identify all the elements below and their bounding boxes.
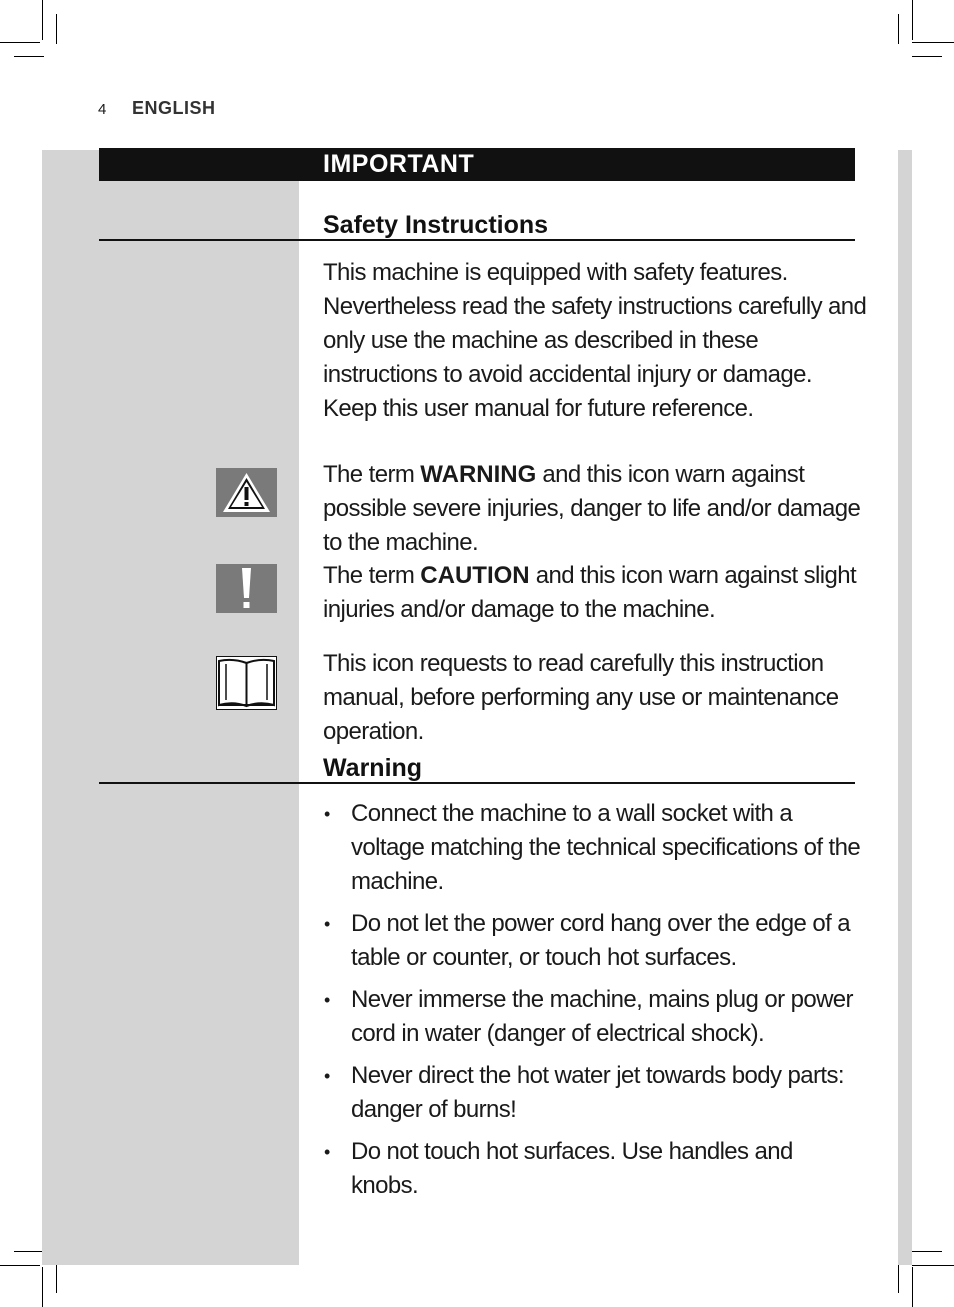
bullet-icon: •: [324, 1142, 330, 1162]
list-item-text: Do not touch hot surfaces. Use handles and knobs.: [351, 1138, 793, 1199]
safety-intro: [323, 256, 868, 426]
crop-mark: [0, 42, 40, 43]
warning-prefix: The term: [323, 461, 421, 488]
crop-mark: [912, 1267, 913, 1307]
crop-mark: [898, 1263, 899, 1293]
safety-title: Safety Instructions: [323, 211, 549, 239]
caution-text: and this icon warn against slight injuries and/or damage to the machine.: [323, 562, 857, 623]
caution-exclamation-icon: [216, 564, 277, 613]
manual-description: This icon requests to read carefully this instruction manual, before performing any use or maintenance operation.: [323, 650, 839, 745]
crop-mark: [56, 1263, 57, 1293]
list-item-text: Connect the machine to a wall socket with a voltage matching the technical specifications of the machine.: [351, 800, 861, 895]
bullet-icon: •: [324, 990, 330, 1010]
caution-term: CAUTION: [420, 562, 530, 589]
bullet-icon: •: [324, 1066, 330, 1086]
section-rule: [99, 782, 855, 784]
list-item: [323, 797, 863, 899]
caution-description: [323, 559, 868, 627]
warning-description: [323, 458, 868, 560]
banner-title: IMPORTANT: [323, 150, 475, 178]
crop-mark: [14, 56, 44, 57]
list-item: [323, 1135, 863, 1203]
list-item: [323, 1059, 863, 1127]
list-item: [323, 907, 863, 975]
crop-mark: [912, 1251, 942, 1252]
intro-text: This machine is equipped with safety features. Nevertheless read the safety instructions carefully and only use the machine as described in these instructions to avoid accidental injury or damage.: [323, 259, 867, 388]
list-item: [323, 983, 863, 1051]
crop-mark: [0, 1265, 40, 1266]
crop-mark: [912, 56, 942, 57]
crop-mark: [42, 0, 43, 40]
right-margin-strip: [898, 150, 912, 1265]
bullet-icon: •: [324, 804, 330, 824]
warning-list: [323, 797, 863, 1211]
section-banner: [99, 148, 855, 181]
language-label: ENGLISH: [132, 98, 216, 118]
warning-title: Warning: [323, 754, 423, 782]
caution-prefix: The term: [323, 562, 421, 589]
section-rule: [99, 239, 855, 241]
list-item-text: Never immerse the machine, mains plug or power cord in water (danger of electrical shock).: [351, 986, 853, 1047]
list-item-text: Never direct the hot water jet towards body parts: danger of burns!: [351, 1062, 844, 1123]
crop-mark: [42, 1267, 43, 1307]
keep-manual-text: Keep this user manual for future reference.: [323, 395, 754, 422]
warning-triangle-icon: [216, 468, 277, 517]
crop-mark: [912, 0, 913, 40]
warning-term: WARNING: [420, 461, 537, 488]
manual-book-icon: [216, 656, 277, 710]
crop-mark: [14, 1251, 44, 1252]
page-header: [98, 98, 216, 119]
bullet-icon: •: [324, 914, 330, 934]
crop-mark: [912, 42, 954, 43]
crop-mark: [898, 14, 899, 44]
crop-mark: [56, 14, 57, 44]
warning-text: and this icon warn against possible severe injuries, danger to life and/or damage to the machine.: [323, 461, 861, 556]
list-item-text: Do not let the power cord hang over the edge of a table or counter, or touch hot surfaces.: [351, 910, 850, 971]
crop-mark: [912, 1265, 954, 1266]
page-number: 4: [98, 101, 107, 118]
